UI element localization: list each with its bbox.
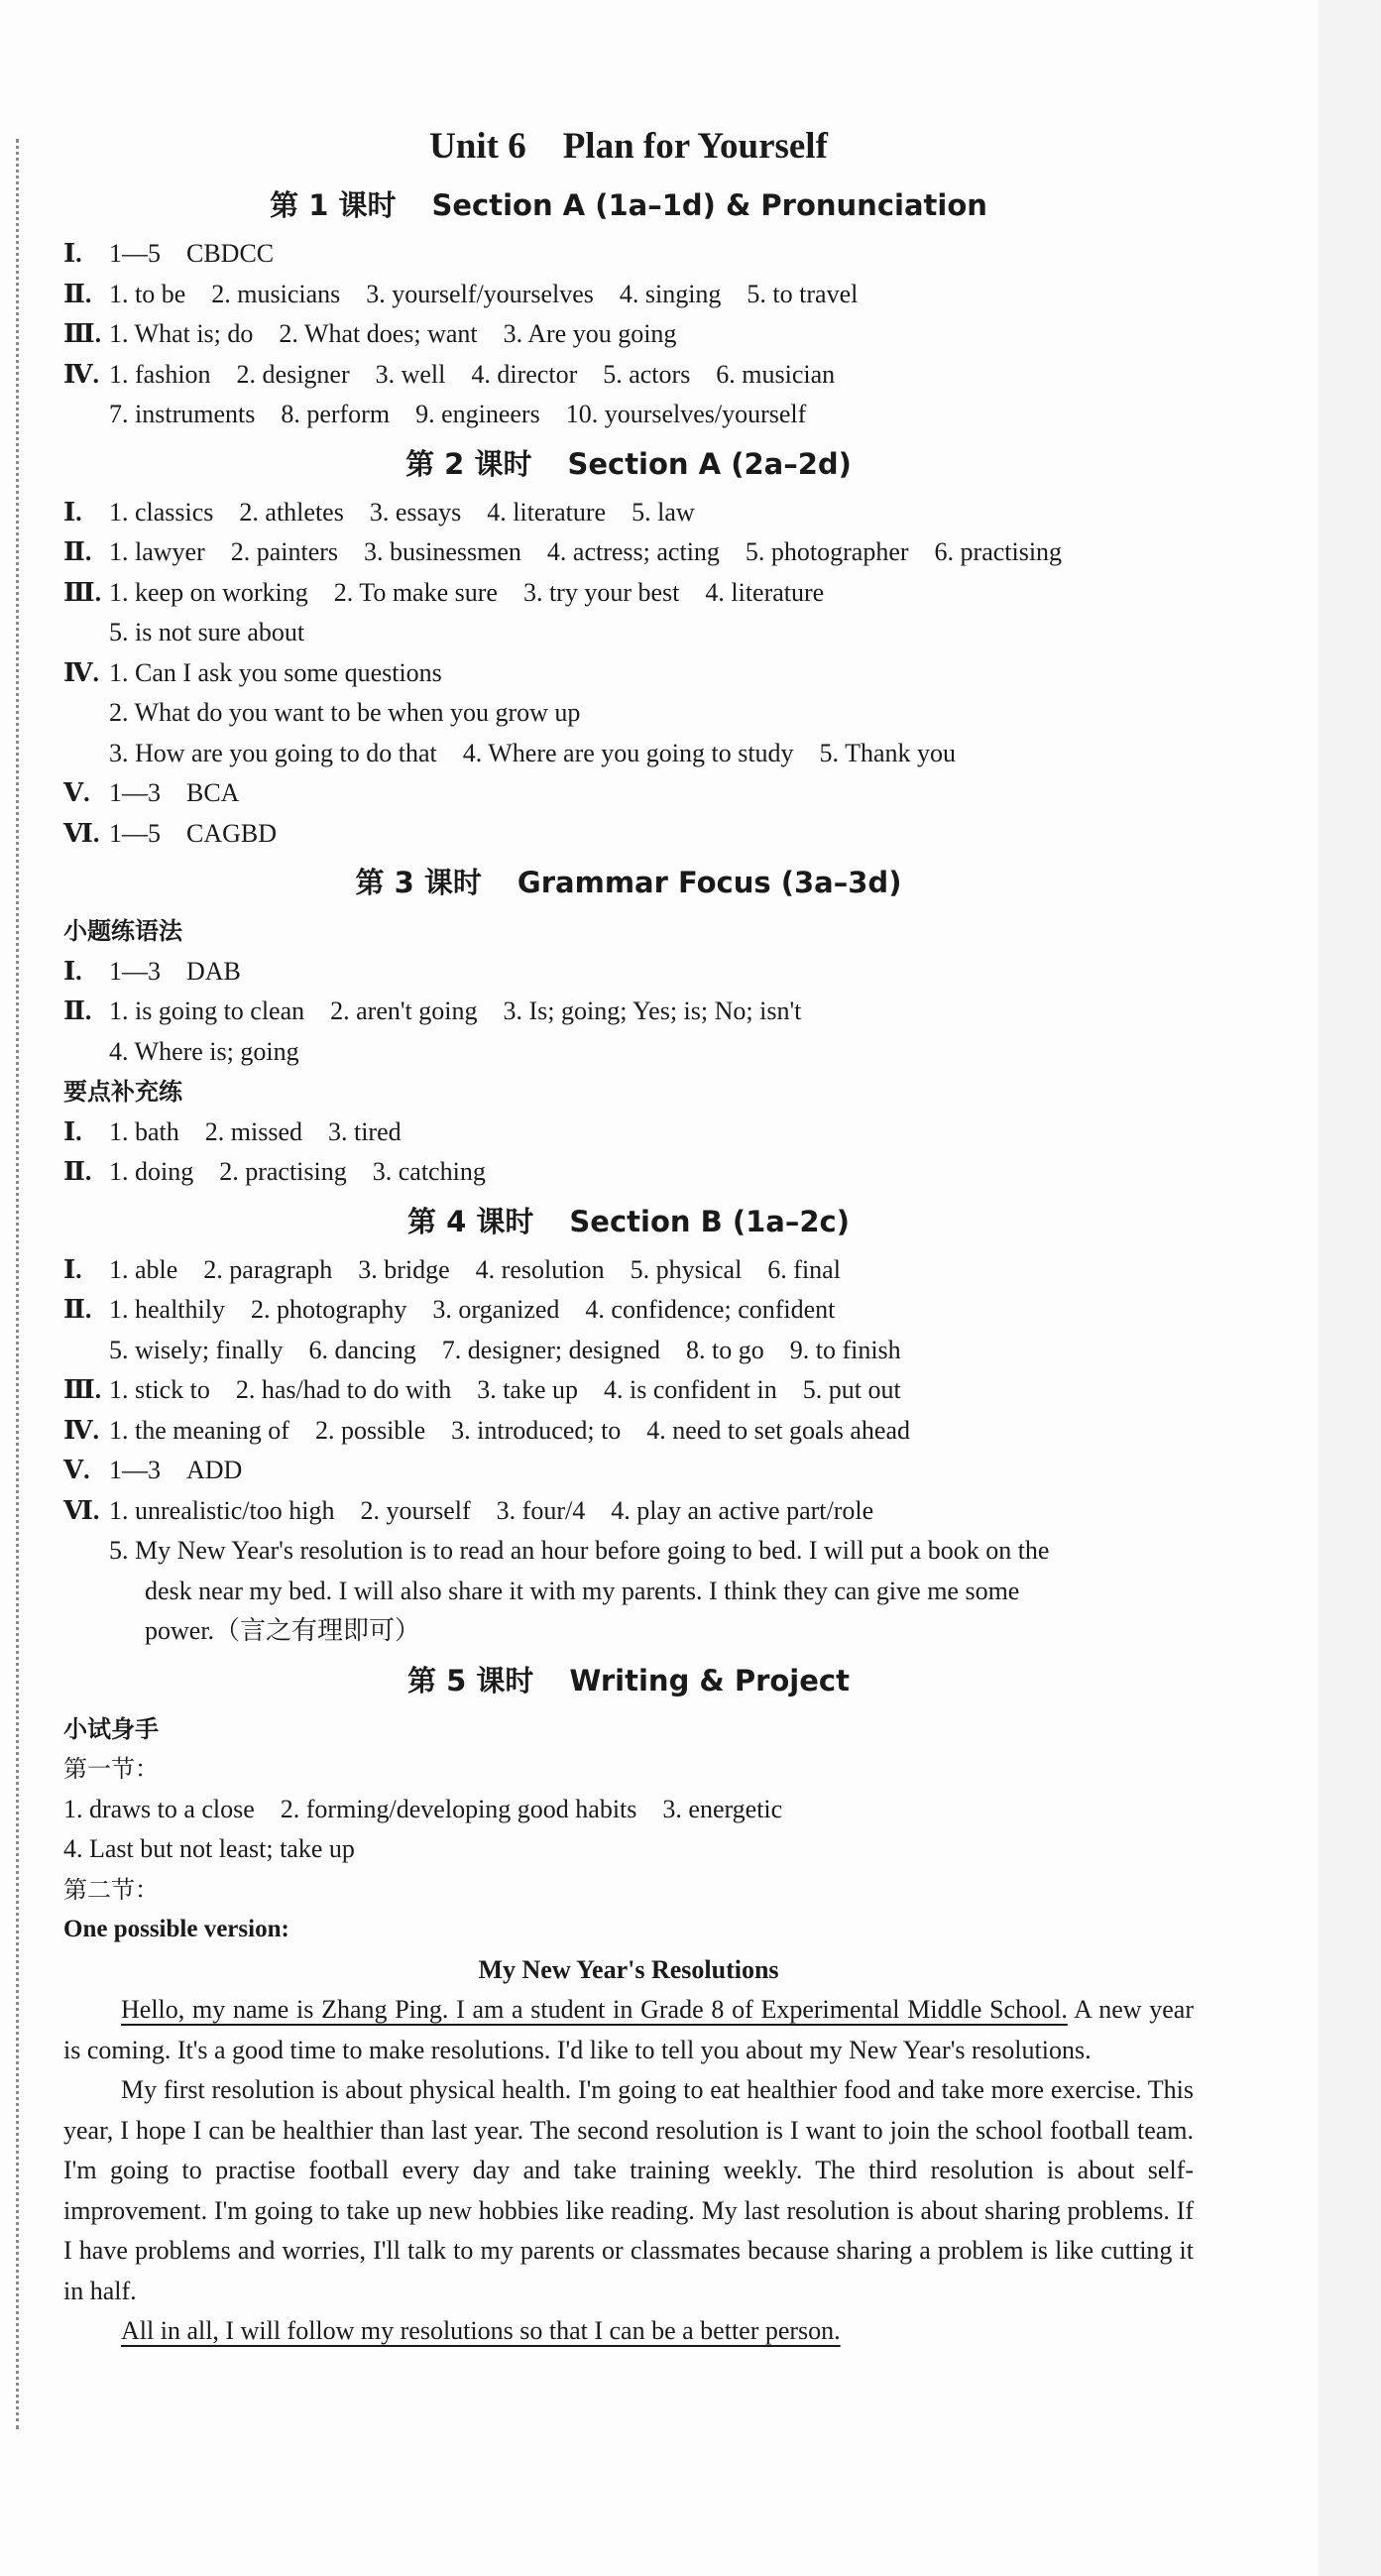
answer-line: Ⅵ. 1—5 CAGBD [63,818,278,848]
answer-line: 3. How are you going to do that 4. Where are you going to study 5. Thank you [109,738,957,767]
section-2-lesson: 第 2 课时 [405,446,532,481]
section-4-lesson: 第 4 课时 [407,1204,534,1238]
underlined-sentence: Hello, my name is Zhang Ping. I am a student in Grade 8 of Experimental Middle School. [121,1995,1068,2024]
answer-line: 5. is not sure about [109,618,305,646]
answer-line: 2. What do you want to be when you grow up [109,698,581,727]
section-4-title: Section B (1a–2c) [569,1204,850,1238]
answer-line: Ⅳ. 1. fashion 2. designer 3. well 4. director 5. actors 6. musician [63,359,836,389]
part-heading: 第二节： [63,1875,159,1904]
section-4-header [63,1193,1194,1250]
answer-line: Ⅳ. 1. Can I ask you some questions [63,657,442,687]
answer-line: 1. draws to a close 2. forming/developing good habits 3. energetic [63,1794,783,1823]
underlined-sentence: All in all, I will follow my resolutions so that I can be a better person. [121,2316,841,2345]
subsection-heading: 要点补充练 [63,1078,182,1106]
answer-line: Ⅱ. 1. healthily 2. photography 3. organized 4. confidence; confident [63,1295,836,1324]
answer-line: Ⅰ. 1. classics 2. athletes 3. essays 4. literature 5. law [63,497,695,527]
version-label: One possible version: [63,1916,289,1942]
essay-title: My New Year's Resolutions [478,1954,779,1984]
section-2-title: Section A (2a–2d) [567,446,852,481]
answer-line: desk near my bed. I will also share it with my parents. I think they can give me some [145,1576,1020,1605]
answer-line: Ⅳ. 1. the meaning of 2. possible 3. introduced; to 4. need to set goals ahead [63,1415,910,1445]
answer-line: Ⅲ. 1. keep on working 2. To make sure 3. try your best 4. literature [63,577,825,607]
answer-line: Ⅲ. 1. stick to 2. has/had to do with 3. take up 4. is confident in 5. put out [63,1375,901,1404]
answer-line: 4. Where is; going [109,1036,299,1066]
part-heading: 第一节： [63,1755,159,1783]
answer-line: Ⅴ. 1—3 BCA [63,778,240,807]
section-5-header [63,1652,1194,1709]
answer-line: Ⅱ. 1. is going to clean 2. aren't going 3. Is; going; Yes; is; No; isn't [63,996,802,1025]
section-5-title: Writing & Project [569,1663,850,1698]
answer-line: Ⅱ. 1. lawyer 2. painters 3. businessmen 4. actress; acting 5. photographer 6. practising [63,537,1063,566]
answer-line: power.（言之有理即可） [145,1616,421,1645]
answer-line: 5. My New Year's resolution is to read an hour before going to bed. I will put a book on the [109,1536,1050,1565]
essay-paragraph-3 [63,2311,1194,2352]
answer-line: Ⅰ. 1. able 2. paragraph 3. bridge 4. resolution 5. physical 6. final [63,1254,841,1284]
section-1-title: Section A (1a–1d) & Pronunciation [431,188,987,222]
answer-key-content [63,117,1194,2352]
section-2-header [63,435,1194,493]
subsection-heading: 小试身手 [63,1714,159,1743]
answer-line: Ⅰ. 1—5 CBDCC [63,239,275,268]
section-1-header [63,176,1194,234]
unit-title: Unit 6 Plan for Yourself [429,126,828,167]
essay-paragraph-2: My first resolution is about physical health. I'm going to eat healthier food and take more exercise. This year, I hope I can be healthier than last year. The second resolution is I want to join the school football team. I'm going to practise football every day and take training weekly. The third resolution is about self-improvement. I'm going to take up new hobbies like reading. My last resolution is about sharing problems. If I have problems and worries, I'll talk to my parents or classmates because sharing a problem is like cutting it in half. [63,2075,1194,2305]
section-3-title: Grammar Focus (3a–3d) [517,866,902,899]
answer-line: Ⅲ. 1. What is; do 2. What does; want 3. Are you going [63,319,677,348]
answer-line: 5. wisely; finally 6. dancing 7. designer; designed 8. to go 9. to finish [109,1335,901,1364]
answer-line: Ⅰ. 1—3 DAB [63,956,241,986]
essay-paragraph-1: Hello, my name is Zhang Ping. I am a student in Grade 8 of Experimental Middle School. A new year is coming. It's a good time to make resolutions. I'd like to tell you about my New Year's resolutions. [63,1995,1194,2064]
answer-line: Ⅵ. 1. unrealistic/too high 2. yourself 3. four/4 4. play an active part/role [63,1495,874,1525]
subsection-heading: 小题练语法 [63,917,182,945]
page-edge-shadow [1319,0,1381,2576]
answer-line: 4. Last but not least; take up [63,1834,355,1863]
section-3-lesson: 第 3 课时 [355,866,482,899]
section-5-lesson: 第 5 课时 [407,1663,534,1698]
section-3-header [63,854,1194,911]
binding-dotted-line [16,139,19,2429]
answer-line: Ⅰ. 1. bath 2. missed 3. tired [63,1116,402,1146]
section-1-lesson: 第 1 课时 [270,188,397,222]
answer-line: Ⅱ. 1. doing 2. practising 3. catching [63,1157,486,1186]
answer-line: 7. instruments 8. perform 9. engineers 10. yourselves/yourself [109,400,807,428]
answer-line: Ⅴ. 1—3 ADD [63,1456,243,1484]
answer-line: Ⅱ. 1. to be 2. musicians 3. yourself/yourselves 4. singing 5. to travel [63,279,859,308]
